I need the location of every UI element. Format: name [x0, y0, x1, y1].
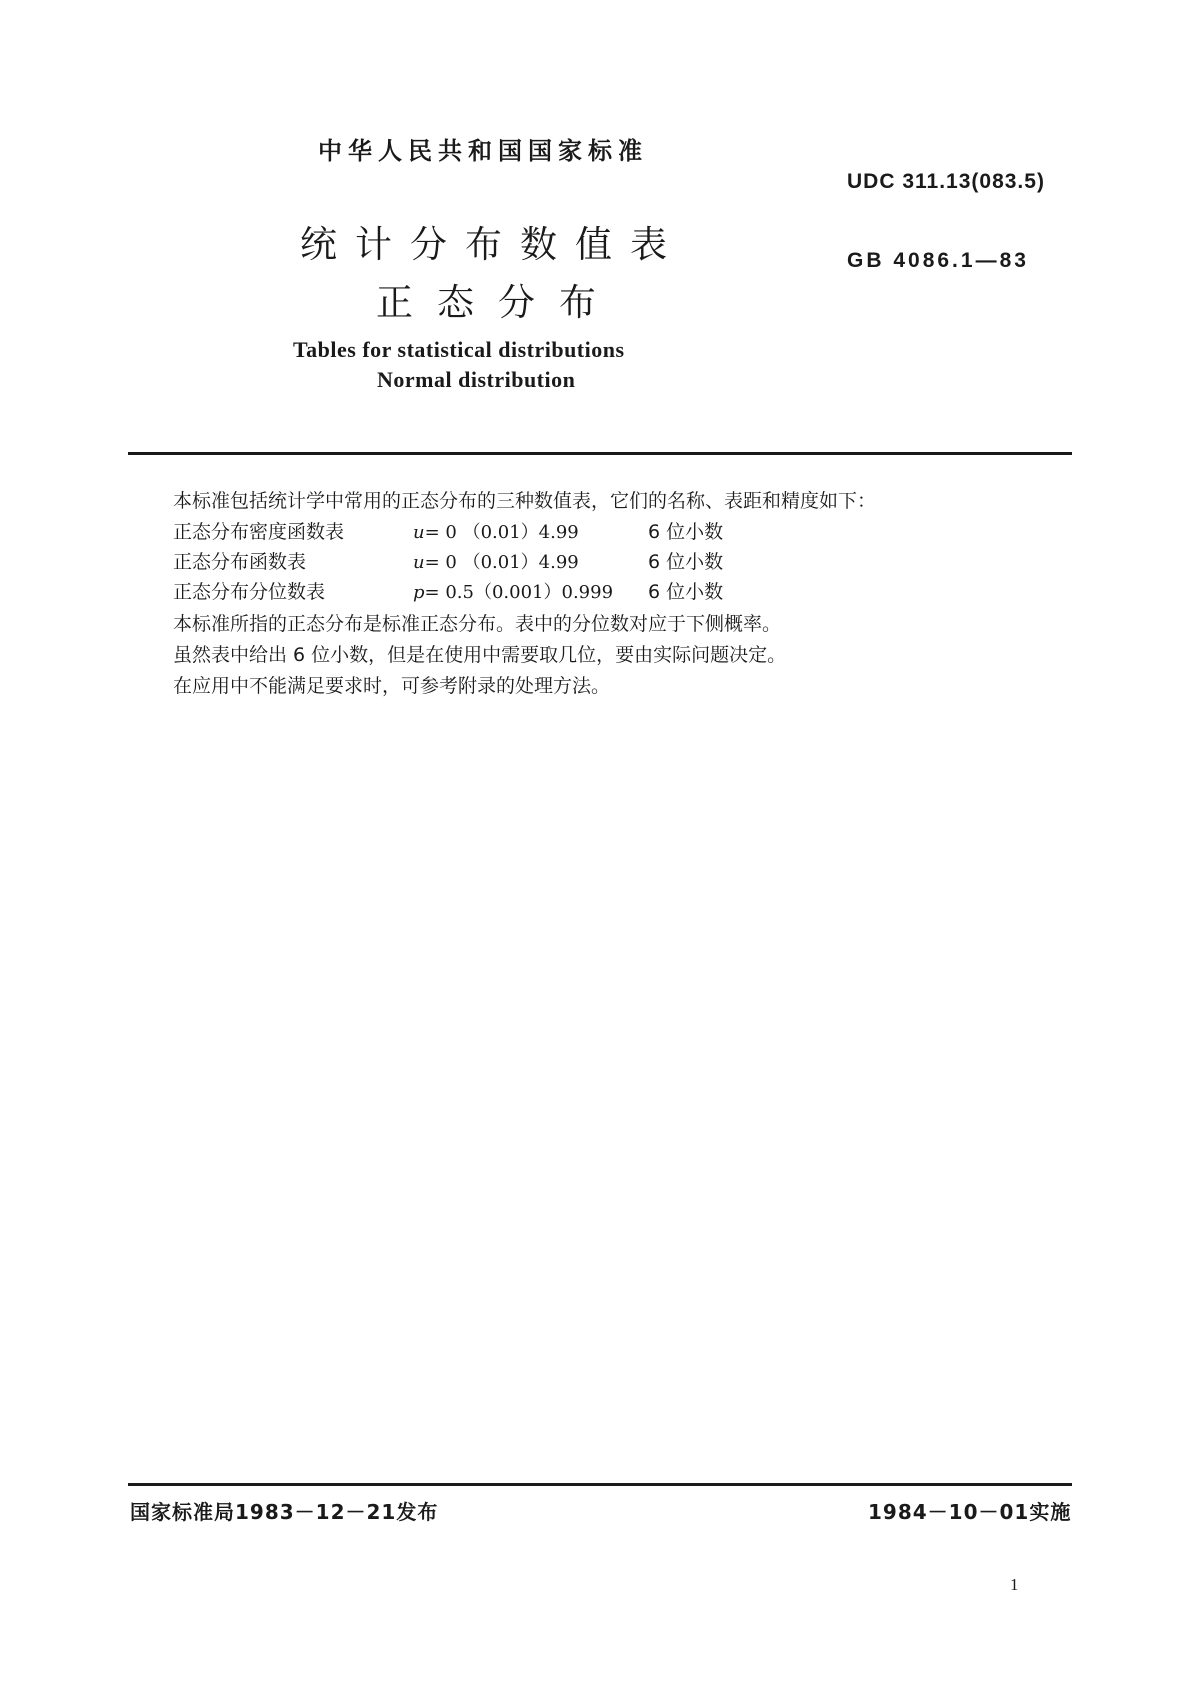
note-paragraph: 本标准所指的正态分布是标准正态分布。表中的分位数对应于下侧概率。	[173, 613, 782, 635]
udc-code: UDC 311.13(083.5)	[847, 170, 1045, 193]
document-subtitle-en: Normal distribution	[377, 367, 576, 392]
top-divider	[128, 452, 1072, 455]
table-variable: u	[413, 552, 425, 573]
document-subtitle-cn: 正态分布	[376, 281, 620, 324]
table-range	[413, 548, 579, 574]
table-range-value: = 0 （0.01）4.99	[424, 522, 579, 543]
issue-date: 国家标准局1983－12－21发布	[130, 1500, 439, 1524]
note-paragraph: 在应用中不能满足要求时，可参考附录的处理方法。	[173, 675, 611, 697]
table-name: 正态分布密度函数表	[173, 521, 345, 543]
document-title-cn: 统计分布数值表	[300, 223, 685, 266]
table-range	[413, 518, 579, 544]
table-range-value: = 0 （0.01）4.99	[424, 552, 579, 573]
table-variable: u	[413, 522, 425, 543]
document-title-en: Tables for statistical distributions	[293, 337, 625, 362]
table-precision: 6 位小数	[648, 521, 724, 543]
table-variable: p	[413, 582, 425, 603]
table-range-value: = 0.5（0.001）0.999	[424, 582, 614, 603]
gb-number: GB 4086.1—83	[847, 249, 1029, 272]
page-number: 1	[1010, 1575, 1019, 1594]
table-name: 正态分布分位数表	[173, 581, 326, 603]
table-name: 正态分布函数表	[173, 551, 307, 573]
table-precision: 6 位小数	[648, 551, 724, 573]
table-range	[413, 578, 613, 604]
note-paragraph: 虽然表中给出 6 位小数，但是在使用中需要取几位，要由实际问题决定。	[173, 644, 787, 666]
intro-paragraph: 本标准包括统计学中常用的正态分布的三种数值表，它们的名称、表距和精度如下：	[173, 490, 877, 512]
standard-type-heading: 中华人民共和国国家标准	[318, 137, 648, 165]
bottom-divider	[128, 1483, 1072, 1486]
table-precision: 6 位小数	[648, 581, 724, 603]
effective-date: 1984－10－01实施	[868, 1500, 1072, 1524]
